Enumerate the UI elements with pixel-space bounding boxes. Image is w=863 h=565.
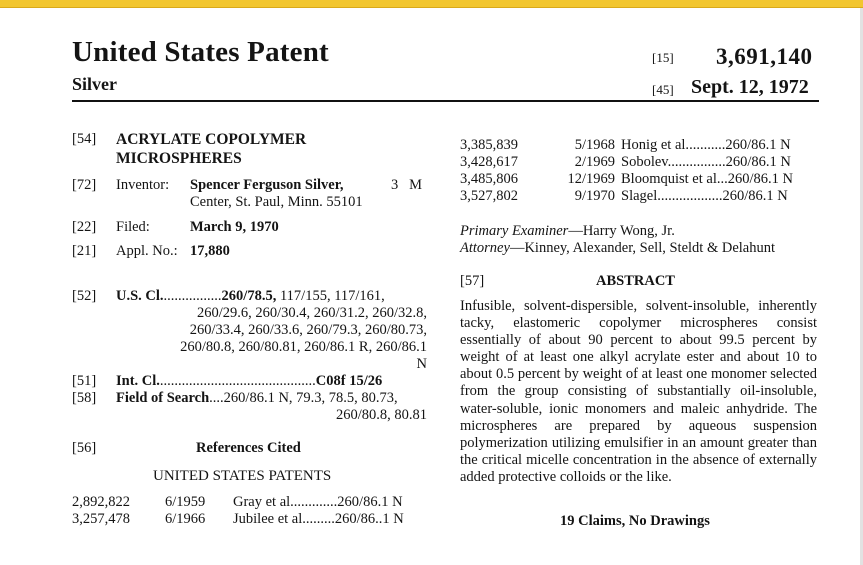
date-code: [45] [652, 82, 674, 97]
patent-number-code: [15] [652, 50, 674, 65]
refs-heading: References Cited [196, 440, 301, 456]
inventor-address-tail: 3 M [391, 177, 423, 193]
field-search-values: ....260/86.1 N, 79.3, 78.5, 80.73, [209, 390, 398, 406]
ref-number: 2,892,822 [72, 494, 130, 510]
table-row [72, 511, 431, 528]
ref-number: 3,257,478 [72, 511, 130, 527]
inventor-address: Center, St. Paul, Minn. 55101 [190, 194, 363, 210]
us-cl-line2: 260/29.6, 260/30.4, 260/31.2, 260/32.8, [197, 305, 427, 321]
appl-code: [21] [72, 243, 97, 259]
ref-number: 3,428,617 [460, 154, 518, 170]
us-cl-line1 [116, 288, 385, 306]
invention-title-line2: MICROSPHERES [116, 150, 242, 167]
patent-number: 3,691,140 [716, 44, 813, 69]
abstract-heading: ABSTRACT [596, 273, 675, 289]
refs-subheading: UNITED STATES PATENTS [153, 468, 332, 484]
primary-examiner-label: Primary Examiner [460, 223, 569, 239]
table-row [460, 171, 793, 188]
appl-label: Appl. No.: [116, 243, 178, 259]
attorney-label: Attorney [460, 240, 510, 256]
ref-date: 2/1969 [574, 154, 615, 170]
right-references-table [460, 137, 793, 205]
attorney [460, 240, 775, 258]
ref-date: 9/1970 [574, 188, 615, 204]
appl-number: 17,880 [190, 243, 230, 259]
ref-name: Gray et al.............260/86.1 N [233, 494, 403, 510]
ref-name: Jubilee et al.........260/86..1 N [233, 511, 404, 527]
int-cl-label: Int. Cl. [116, 373, 160, 389]
us-cl-line5: N [416, 356, 427, 372]
table-row [460, 188, 793, 205]
ref-date: 6/1959 [165, 494, 206, 510]
abstract-text: Infusible, solvent-dispersible, solvent-insoluble, inherently tacky, elastomeric copolymer microspheres consist essentially of about 90 percent to about 99.5 percent by weight of at least one alkyl acrylate ester and about 10 to about 0.5 percent by weight of at least one monomer selected from the group consisting of substantially oil-insoluble, water-soluble, ionic monomers and maleic anhydride. The microspheres are prepared by aqueous suspension polymerization utilizing emulsifier in an amount greater than the critical micelle concentration in the absence of externally added protective colloids or the like. [460, 298, 817, 485]
primary-examiner [460, 223, 675, 241]
ref-name: Bloomquist et al...260/86.1 N [621, 171, 793, 187]
int-cl-line [116, 373, 382, 391]
field-search-line1 [116, 390, 398, 408]
patent-date: Sept. 12, 1972 [691, 76, 809, 98]
ref-date: 6/1966 [165, 511, 206, 527]
claims-summary: 19 Claims, No Drawings [560, 513, 710, 529]
ref-date: 12/1969 [567, 171, 615, 187]
ref-name: Sobolev................260/86.1 N [621, 154, 791, 170]
inventor-surname: Silver [72, 74, 117, 94]
table-row [460, 154, 793, 171]
table-row [72, 494, 431, 511]
us-cl-line4: 260/80.8, 260/80.81, 260/86.1 R, 260/86.1 [180, 339, 427, 355]
int-cl-leader: ........................................... [159, 373, 316, 389]
ref-date: 5/1968 [574, 137, 615, 153]
int-cl-value: C08f 15/26 [315, 373, 383, 389]
us-cl-primary: 260/78.5, [221, 288, 277, 304]
primary-examiner-name: —Harry Wong, Jr. [568, 223, 675, 239]
invention-title-line1: ACRYLATE COPOLYMER [116, 131, 307, 148]
int-cl-code: [51] [72, 373, 97, 389]
field-search-line2: 260/80.8, 80.81 [335, 407, 427, 423]
us-cl-code: [52] [72, 288, 97, 304]
inventor-fullname: Spencer Ferguson Silver, [190, 177, 344, 193]
ref-name: Honig et al...........260/86.1 N [621, 137, 791, 153]
header-rule [72, 100, 819, 102]
title-code: [54] [72, 131, 97, 147]
us-cl-line1-rest: 117/155, 117/161, [276, 288, 385, 304]
filed-label: Filed: [116, 219, 150, 235]
ref-name: Slagel..................260/86.1 N [621, 188, 788, 204]
inventor-label: Inventor: [116, 177, 170, 193]
ref-number: 3,385,839 [460, 137, 518, 153]
filed-code: [22] [72, 219, 97, 235]
ref-number: 3,527,802 [460, 188, 518, 204]
patent-title: United States Patent [72, 36, 329, 68]
abstract-code: [57] [460, 273, 485, 289]
filed-date: March 9, 1970 [190, 219, 279, 235]
us-cl-label: U.S. Cl. [116, 288, 164, 304]
ref-number: 3,485,806 [460, 171, 518, 187]
table-row [460, 137, 793, 154]
field-search-code: [58] [72, 390, 97, 406]
us-cl-line3: 260/33.4, 260/33.6, 260/79.3, 260/80.73, [189, 322, 427, 338]
refs-code: [56] [72, 440, 97, 456]
top-highlight-bar [0, 0, 863, 8]
left-references-table [72, 494, 431, 528]
us-cl-leader: ................ [163, 288, 222, 304]
inventor-code: [72] [72, 177, 97, 193]
attorney-name: —Kinney, Alexander, Sell, Steldt & Delahunt [509, 240, 776, 256]
field-search-label: Field of Search [116, 390, 210, 406]
